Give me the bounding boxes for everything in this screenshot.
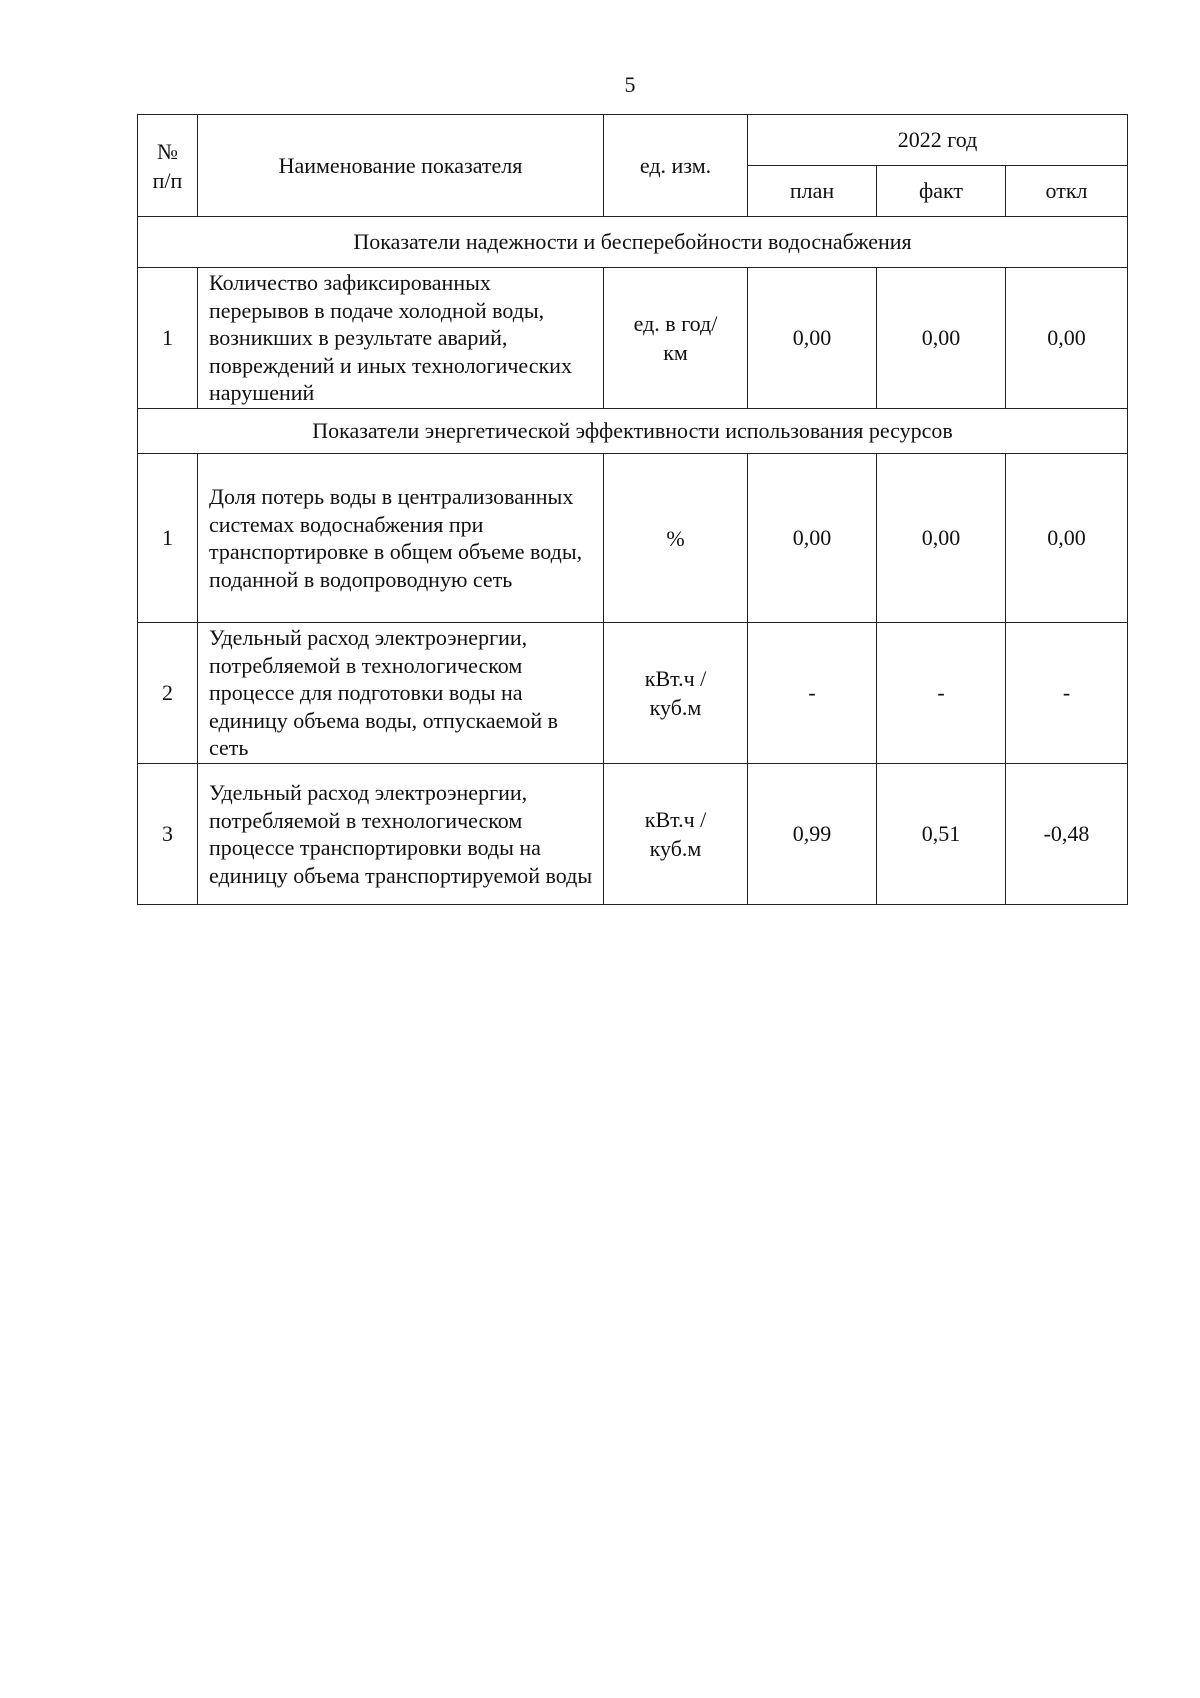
row-unit: % xyxy=(604,454,748,623)
header-number: № п/п xyxy=(138,115,198,217)
header-fact: факт xyxy=(877,166,1006,217)
row-fact: 0,00 xyxy=(877,454,1006,623)
section-row xyxy=(138,409,1128,454)
row-plan: - xyxy=(748,623,877,764)
table-row xyxy=(138,623,1128,764)
row-name: Доля потерь воды в централизованных системах водоснабжения при транспортировке в общем объеме воды, поданной в водопроводную сеть xyxy=(198,454,604,623)
row-fact: 0,51 xyxy=(877,764,1006,905)
row-number: 1 xyxy=(138,268,198,409)
table-row xyxy=(138,764,1128,905)
row-unit: кВт.ч / куб.м xyxy=(604,764,748,905)
row-fact: 0,00 xyxy=(877,268,1006,409)
row-deviation: 0,00 xyxy=(1006,268,1128,409)
indicators-table xyxy=(137,114,1128,905)
page-number: 5 xyxy=(624,72,636,97)
row-plan: 0,99 xyxy=(748,764,877,905)
header-name: Наименование показателя xyxy=(198,115,604,217)
row-deviation: - xyxy=(1006,623,1128,764)
row-plan: 0,00 xyxy=(748,268,877,409)
row-unit: кВт.ч / куб.м xyxy=(604,623,748,764)
row-name: Количество зафиксированных перерывов в подаче холодной воды, возникших в результате аварий, повреждений и иных технологических нарушений xyxy=(198,268,604,409)
table-row xyxy=(138,268,1128,409)
row-unit: ед. в год/ км xyxy=(604,268,748,409)
section-title: Показатели энергетической эффективности использования ресурсов xyxy=(138,409,1128,454)
section-row xyxy=(138,217,1128,268)
table-row xyxy=(138,454,1128,623)
row-number: 1 xyxy=(138,454,198,623)
row-number: 2 xyxy=(138,623,198,764)
row-fact: - xyxy=(877,623,1006,764)
row-deviation: -0,48 xyxy=(1006,764,1128,905)
header-unit: ед. изм. xyxy=(604,115,748,217)
header-year: 2022 год xyxy=(748,115,1128,166)
header-row-top xyxy=(138,115,1128,166)
header-deviation: откл xyxy=(1006,166,1128,217)
row-name: Удельный расход электроэнергии, потребляемой в технологическом процессе для подготовки воды на единицу объема воды, отпускаемой в сеть xyxy=(198,623,604,764)
row-name: Удельный расход электроэнергии, потребляемой в технологическом процессе транспортировки воды на единицу объема транспортируемой воды xyxy=(198,764,604,905)
row-plan: 0,00 xyxy=(748,454,877,623)
section-title: Показатели надежности и бесперебойности водоснабжения xyxy=(138,217,1128,268)
row-deviation: 0,00 xyxy=(1006,454,1128,623)
header-plan: план xyxy=(748,166,877,217)
row-number: 3 xyxy=(138,764,198,905)
